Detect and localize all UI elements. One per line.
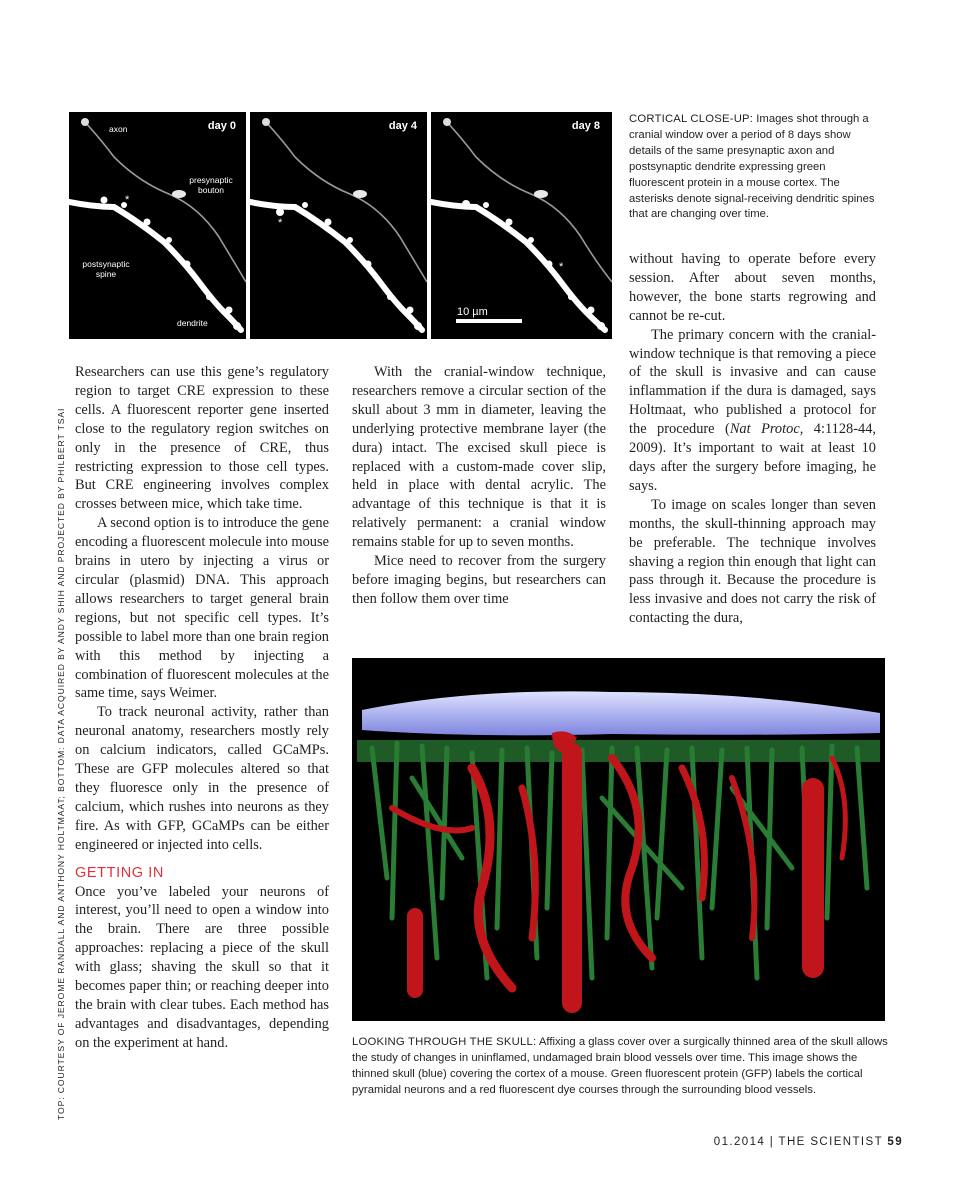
bottom-figure [352, 658, 885, 1021]
paragraph: To image on scales longer than seven months, the skull-thinning approach may be preferable. The technique involves shaving a region thin enough that light can pass through it. Because the procedure is less invasive and does not carry the risk of contacting the dura, [629, 496, 876, 627]
paragraph: To track neuronal activity, rather than neuronal anatomy, researchers mostly rely on calcium indicators, called GCaMPs. These are GFP molecules altered so that they fluoresce only in the presence of calcium, which rushes into neurons as they fire. As with GFP, GCaMPs can be either engineered or injected into cells. [75, 704, 329, 853]
footer-separator: | [765, 1136, 779, 1148]
panel-label-day-4: day 4 [388, 120, 417, 132]
article-column-1 [75, 363, 329, 1053]
microscopy-panel-day-4 [250, 112, 427, 339]
caption-top-body: Images shot through a cranial window over a period of 8 days show details of the same presynaptic axon and postsynaptic dendrite expressing green fluorescent protein in a mouse cortex. The asterisks denote signal-receiving dendritic spines that are changing over time. [629, 113, 875, 221]
panel-label-day-0: day 0 [207, 120, 236, 132]
magazine-name: THE SCIENTIST [778, 1136, 883, 1148]
caption-bottom [352, 1035, 892, 1099]
paragraph-text: 4:1128-44, 2009). It’s important to wait at least 10 days after the surgery before imaging, he says. [629, 421, 876, 494]
caption-bottom-body: Affixing a glass cover over a surgically thinned area of the skull allows the study of changes in uninflamed, undamaged brain blood vessels over time. This image shows the thinned skull (blue) covering the cortex of a mouse. Green fluorescent protein (GFP) labels the cortical pyramidal neurons and a red fluorescent dye courses through the surrounding blood vessels. [352, 1036, 888, 1096]
paragraph: without having to operate before every session. After about seven months, however, the bone starts regrowing and cannot be re-cut. [629, 251, 876, 324]
neuron-image-day-8 [431, 112, 612, 339]
paragraph: Once you’ve labeled your neurons of interest, you’ll need to open a window into the brain. There are three possible approaches: replacing a piece of the skull with glass; shaving the skull so that it becomes paper thin; or reaching deeper into the brain with clear tubes. Each method has advantages and disadvantages, depending on the experiment at hand. [75, 883, 329, 1051]
label-postsynaptic-spine: postsynaptic spine [82, 259, 130, 279]
panel-label-day-8: day 8 [571, 120, 600, 132]
caption-bottom-heading: LOOKING THROUGH THE SKULL: [352, 1036, 537, 1048]
article-column-3 [629, 250, 876, 628]
citation-journal: Nat Protoc, [729, 421, 804, 438]
label-presynaptic-bouton: presynaptic bouton [189, 175, 233, 195]
asterisk-marker: * [278, 217, 283, 229]
caption-top [629, 112, 879, 223]
asterisk-marker: * [559, 261, 564, 273]
paragraph-text: The primary concern with the cranial-window technique is that removing a piece of the skull is invasive and can cause inflammation if the dura is damaged, says Holtmaat, who published a protocol for the procedure ( [629, 326, 876, 438]
page-footer [714, 1136, 903, 1148]
page-number: 59 [887, 1136, 903, 1148]
neuron-image-day-4 [250, 112, 427, 339]
photo-credit: TOP: COURTESY OF JEROME RANDALL AND ANTHONY HOLTMAAT; BOTTOM: DATA ACQUIRED BY ANDY SHIH AND PROJECTED BY PHILBERT TSAI [56, 407, 66, 1120]
neuron-image-day-0 [69, 112, 246, 339]
microscopy-panel-day-8 [431, 112, 612, 339]
top-figure [69, 112, 612, 339]
paragraph: Mice need to recover from the surgery before imaging begins, but researchers can then follow them over time [352, 553, 606, 607]
skull-cortex-image [352, 658, 885, 1021]
scale-bar-label: 10 µm [457, 306, 488, 318]
asterisk-marker: * [125, 194, 130, 206]
paragraph [629, 326, 876, 496]
paragraph: Researchers can use this gene’s regulatory region to target CRE expression to these cells. A fluorescent reporter gene inserted close to the regulatory region switches on only in the presence of CRE, thus restricting expression to those cell types. But CRE engineering involves complex crosses between mice, which take time. [75, 364, 329, 513]
paragraph: With the cranial-window technique, researchers remove a circular section of the skull about 3 mm in diameter, leaving the underlying protective membrane layer (the dura) intact. The excised skull piece is replaced with a custom-made cover slip, held in place with dental acrylic. The advantage of this technique is that it is relatively permanent: a cranial window remains stable for up to seven months. [352, 364, 606, 551]
issue-date: 01.2014 [713, 1136, 766, 1148]
caption-top-heading: CORTICAL CLOSE-UP: [629, 113, 754, 125]
label-axon: axon [109, 124, 128, 134]
article-column-2 [352, 363, 606, 609]
label-dendrite: dendrite [177, 318, 208, 328]
paragraph: A second option is to introduce the gene encoding a fluorescent molecule into mouse brains in utero by injecting a virus or circular (plasmid) DNA. This approach allows researchers to target general brain regions, but not specific cell types. It’s possible to label more than one brain region with this method by injecting a combination of fluorescent molecules at the same time, says Weimer. [75, 515, 329, 702]
microscopy-panel-day-0 [69, 112, 246, 339]
section-heading-getting-in: GETTING IN [75, 864, 164, 881]
